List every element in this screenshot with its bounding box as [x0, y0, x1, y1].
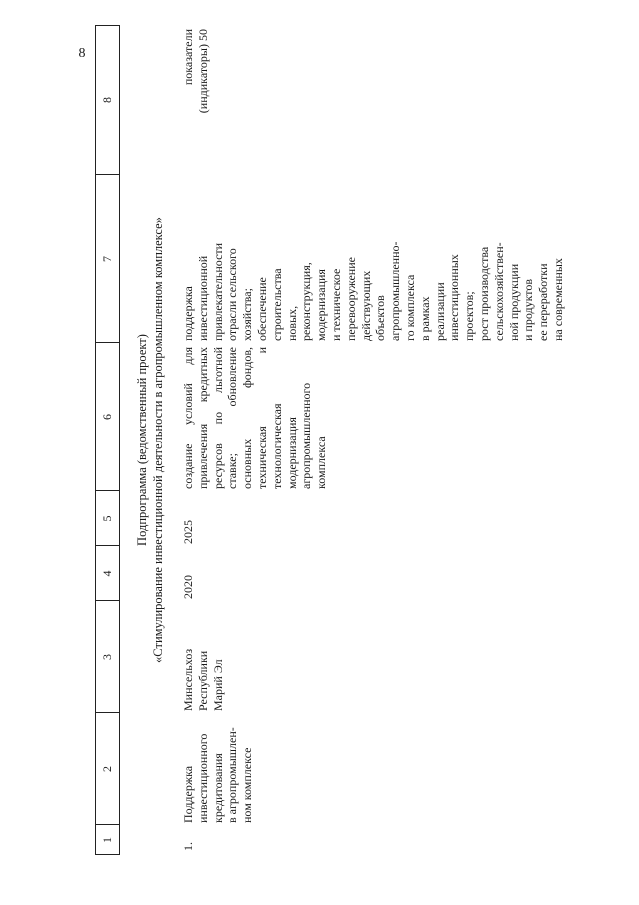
header-col-4: 4: [99, 570, 114, 577]
row-end-year: 2025: [181, 520, 195, 544]
row-indicators: [181, 29, 211, 169]
row-name: [181, 715, 255, 823]
row-indicators-line: показатели: [181, 29, 195, 86]
row-consequences-line: ной продукции: [506, 263, 521, 341]
row-consequences-line: го комплекса: [402, 274, 417, 341]
row-consequences-line: и техническое: [328, 268, 343, 341]
row-consequences-line: проектов;: [462, 291, 477, 341]
row-consequences-line: хозяйства;: [240, 288, 255, 341]
row-consequences-line: рост производства: [476, 246, 491, 341]
row-executor-line: Марий Эл: [210, 659, 225, 711]
row-consequences-line: действующих: [358, 270, 373, 341]
row-consequences-line: инвестиционной: [195, 255, 210, 341]
row-name-line: кредитования: [210, 753, 225, 823]
row-consequences-line: и продуктов: [521, 278, 536, 341]
page-number: 8: [78, 46, 86, 61]
row-consequences-line: обеспечение: [254, 277, 269, 341]
row-name-line: в агропромышлен-: [225, 727, 240, 823]
row-number: 1.: [181, 842, 195, 851]
row-expected-result: создание условий для привлечения кредитных ресурсов по льготной ставке; обновление основных фондов, техническая и технологическая модернизация агропромышленного комплекса: [181, 347, 329, 489]
row-consequences-line: перевооружение: [343, 257, 358, 341]
row-consequences-line: реализации: [432, 282, 447, 341]
row-executor: [181, 603, 225, 711]
row-consequences-line: в рамках: [417, 296, 432, 341]
header-col-1: 1: [99, 837, 114, 843]
row-consequences-line: новых,: [284, 305, 299, 341]
row-consequences-line: инвестиционных: [447, 254, 462, 341]
row-start-year: 2020: [181, 575, 195, 599]
row-name-line: Поддержка: [181, 765, 195, 823]
subprogram-subtitle: «Стимулирование инвестиционной деятельности в агропромышленном комплексе»: [151, 217, 165, 663]
row-consequences-line: объектов: [373, 295, 388, 341]
header-col-3: 3: [99, 654, 114, 660]
row-consequences-line: строительства: [269, 268, 284, 341]
row-consequences-line: модернизация: [314, 269, 329, 341]
row-name-line: ном комплексе: [240, 747, 255, 823]
row-name-line: инвестиционного: [195, 733, 210, 823]
row-consequences-line: отрасли сельского: [225, 248, 240, 341]
row-consequences-line: ее переработки: [536, 263, 551, 341]
row-consequences-line: реконструкция,: [299, 262, 314, 341]
header-col-2: 2: [99, 766, 114, 772]
row-consequences-line: поддержка: [181, 286, 195, 341]
header-col-7: 7: [99, 256, 114, 262]
header-col-8: 8: [99, 97, 114, 103]
rotated-table-page: [95, 25, 630, 855]
row-consequences: [181, 181, 566, 341]
row-indicators-line: (индикаторы) 50: [195, 29, 210, 114]
row-consequences-line: привлекательности: [210, 242, 225, 341]
row-executor-line: Республики: [195, 650, 210, 711]
row-consequences-line: на современных: [550, 258, 565, 341]
row-executor-line: Минсельхоз: [181, 648, 195, 711]
subprogram-title: Подпрограмма (ведомственный проект): [135, 334, 149, 546]
header-bottom-border: [119, 25, 120, 855]
row-consequences-line: сельскохозяйствен-: [491, 242, 506, 341]
header-col-5: 5: [99, 515, 114, 522]
row-consequences-line: агропромышленно-: [388, 241, 403, 341]
header-col-6: 6: [99, 414, 114, 420]
